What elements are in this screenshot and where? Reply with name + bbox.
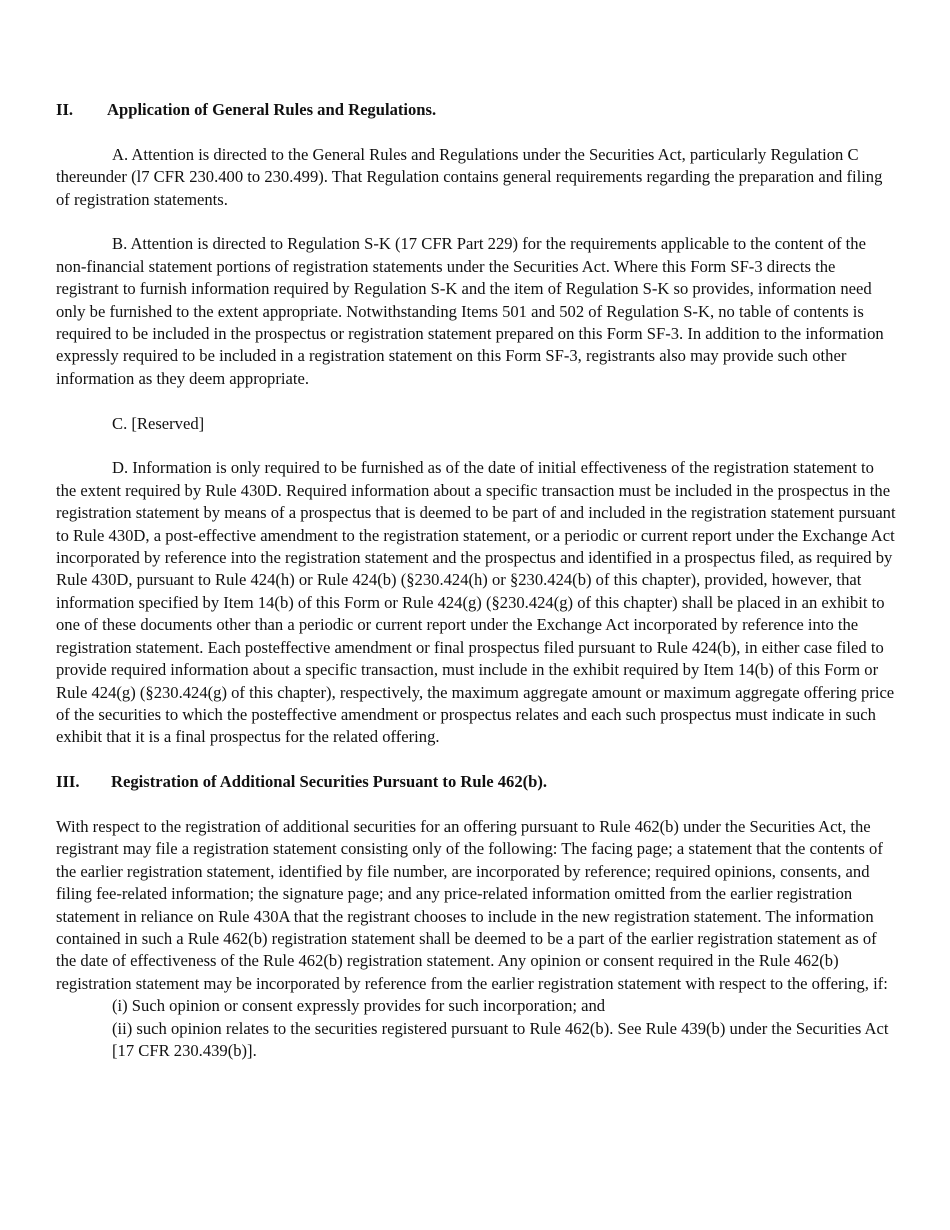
- section-iii-number: III.: [56, 772, 80, 792]
- section-iii-conditions-list: [56, 995, 896, 1062]
- section-iii-body: With respect to the registration of additional securities for an offering pursuant to Rule 462(b) under the Securities Act, the registrant may file a registration statement consisting only of the following: The facing page; a statement that the contents of the earlier registration statement, identified by file number, are incorporated by reference; required opinions, consents, and filing fee-related information; the signature page; and any price-related information omitted from the earlier registration statement in reliance on Rule 430A that the registrant chooses to include in the new registration statement. The information contained in such a Rule 462(b) registration statement shall be deemed to be a part of the earlier registration statement as of the date of effectiveness of the Rule 462(b) registration statement. Any opinion or consent required in the Rule 462(b) registration statement may be incorporated by reference from the earlier registration statement with respect to the offering, if:: [56, 816, 888, 993]
- section-iii-title: Registration of Additional Securities Pursuant to Rule 462(b).: [111, 772, 548, 792]
- condition-item-ii: (ii) such opinion relates to the securities registered pursuant to Rule 462(b). See Rule 439(b) under the Securities Act [17 CFR 230.439(b)].: [112, 1018, 889, 1060]
- paragraph-a: A. Attention is directed to the General Rules and Regulations under the Securities Act, particularly Regulation C thereunder (l7 CFR 230.400 to 230.499). That Regulation contains general requirements regarding the preparation and filing of registration statements.: [56, 144, 883, 209]
- paragraph-b: B. Attention is directed to Regulation S-K (17 CFR Part 229) for the requirements applicable to the content of the non-financial statement portions of registration statements under the Securities Act. Where this Form SF-3 directs the registrant to furnish information required by Regulation S-K and the item of Regulation S-K so provides, information need only be furnished to the extent appropriate. Notwithstanding Items 501 and 502 of Regulation S-K, no table of contents is required to be included in the prospectus or registration statement prepared on this Form SF-3. In addition to the information expressly required to be included in a registration statement on this Form SF-3, registrants also may provide such other information as they deem appropriate.: [56, 234, 884, 388]
- condition-item-i: (i) Such opinion or consent expressly provides for such incorporation; and: [112, 996, 606, 1016]
- section-iii-heading: [56, 771, 896, 793]
- paragraph-d: D. Information is only required to be furnished as of the date of initial effectiveness of the registration statement to the extent required by Rule 430D. Required information about a specific transaction must be included in the prospectus in the registration statement by means of a prospectus that is deemed to be part of and included in the registration statement pursuant to Rule 430D, a post-effective amendment to the registration statement, or a periodic or current report under the Exchange Act incorporated by reference into the registration statement and the prospectus and identified in a prospectus filed, as required by Rule 430D, pursuant to Rule 424(h) or Rule 424(b) (§230.424(h) or §230.424(b) of this chapter), provided, however, that information specified by Item 14(b) of this Form or Rule 424(g) (§230.424(g) of this chapter) shall be placed in an exhibit to one of these documents other than a periodic or current report under the Exchange Act incorporated by reference into the registration statement. Each posteffective amendment or final prospectus filed pursuant to Rule 424(b), in either case filed to provide required information about a specific transaction, must include in the exhibit required by Item 14(b) of this Form or Rule 424(g) (§230.424(g) of this chapter), respectively, the maximum aggregate amount or maximum aggregate offering price of the securities to which the posteffective amendment or prospectus relates and each such prospectus must indicate in such exhibit that it is a final prospectus for the related offering.: [56, 458, 896, 747]
- paragraph-c: C. [Reserved]: [112, 413, 205, 433]
- section-ii-title: Application of General Rules and Regulations.: [107, 100, 437, 119]
- document-page: [56, 99, 896, 1062]
- section-ii-number: II.: [56, 100, 74, 119]
- section-ii-heading: [56, 99, 896, 121]
